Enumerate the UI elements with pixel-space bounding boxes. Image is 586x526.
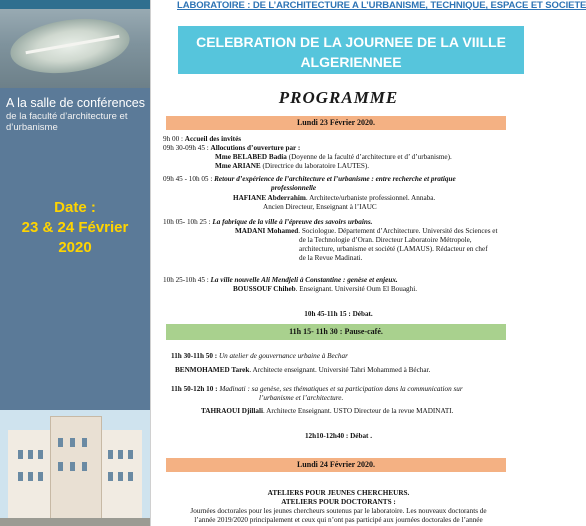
schedule-row bbox=[163, 135, 241, 144]
speaker-name: Mme ARIANE bbox=[215, 162, 261, 170]
photo-top-band bbox=[0, 0, 150, 9]
talk-title: Madinati : sa genèse, ses thématiques et sa participation dans la communication sur bbox=[219, 385, 463, 393]
window bbox=[38, 450, 43, 459]
speaker-row bbox=[201, 407, 453, 416]
window bbox=[18, 472, 23, 481]
speaker-role: (Doyenne de la faculté d’architecture et d’ d’urbanisme). bbox=[288, 153, 452, 161]
talk-title: Retour d’expérience de l’architecture et l’urbanisme : entre recherche et pratique bbox=[214, 175, 456, 183]
window bbox=[82, 462, 87, 471]
speaker-role: . Enseignant. Université Oum El Bouaghi. bbox=[295, 285, 418, 293]
speaker-role: . Architecte/urbaniste professionnel. Annaba. bbox=[305, 194, 436, 202]
speaker-name: BENMOHAMED Tarek bbox=[175, 366, 250, 374]
date-label: Date : bbox=[54, 199, 96, 216]
workshop-text: l’année 2019/2020 principalement et ceux qui n’ont pas participé aux journées doctorales de l’année bbox=[194, 516, 483, 524]
sidebar bbox=[0, 0, 150, 526]
talk-title-cont: l’urbanisme et l’architecture. bbox=[259, 394, 344, 402]
time: 09h 30-09h 45 : bbox=[163, 144, 209, 152]
time: 10h 25-10h 45 : bbox=[163, 276, 209, 284]
date-block bbox=[0, 198, 150, 258]
laboratory-heading: LABORATOIRE : DE L’ARCHITECTURE A L’URBANISME, TECHNIQUE, ESPACE ET SOCIETE bbox=[177, 0, 586, 11]
talk-row bbox=[163, 218, 372, 227]
venue-title: A la salle de conférences bbox=[6, 96, 145, 110]
window bbox=[58, 438, 63, 447]
window bbox=[58, 462, 63, 471]
window bbox=[38, 472, 43, 481]
window bbox=[108, 450, 113, 459]
pause-label: 11h 15- 11h 30 : Pause-café. bbox=[289, 327, 383, 336]
aerial-photo bbox=[0, 0, 150, 88]
building-photo bbox=[0, 410, 150, 526]
speaker-role: . Architecte Enseignant. USTO Directeur de la revue MADINATI. bbox=[262, 407, 454, 415]
talk-row bbox=[171, 385, 463, 394]
window bbox=[28, 450, 33, 459]
time: 09h 45 - 10h 05 : bbox=[163, 175, 213, 183]
speaker-role-cont: architecture, urbanisme et société (LAMAUS). Rédacteur en chef bbox=[299, 245, 488, 253]
speaker-role-cont: de la Technologie d’Oran. Directeur Laboratoire Métropole, bbox=[299, 236, 472, 244]
event-title-line2: ALGERIENNEE bbox=[300, 54, 402, 70]
window bbox=[118, 472, 123, 481]
speaker-row bbox=[233, 194, 435, 203]
building-ground bbox=[0, 518, 150, 526]
workshop-title: ATELIERS POUR JEUNES CHERCHEURS. bbox=[267, 489, 410, 497]
event-title-box bbox=[178, 26, 524, 74]
speaker-row bbox=[215, 162, 369, 171]
time: 11h 50-12h 10 : bbox=[171, 385, 218, 393]
day1-band bbox=[166, 116, 506, 130]
window bbox=[128, 450, 133, 459]
time: 10h 05- 10h 25 : bbox=[163, 218, 211, 226]
speaker-row bbox=[233, 285, 417, 294]
speaker-row bbox=[175, 366, 430, 375]
talk-row bbox=[171, 352, 348, 361]
speaker-name: Mme BELABED Badia bbox=[215, 153, 287, 161]
debate-slot: 12h10-12h40 : Débat . bbox=[304, 432, 373, 440]
debate-slot: 10h 45-11h 15 : Débat. bbox=[304, 310, 373, 318]
date-year: 2020 bbox=[58, 239, 92, 256]
talk-title: La ville nouvelle Ali Mendjeli à Constantine : genèse et enjeux. bbox=[210, 276, 398, 284]
talk-title-cont: professionnelle bbox=[271, 184, 317, 192]
window bbox=[70, 462, 75, 471]
speaker-name: BOUSSOUF Chiheb bbox=[233, 285, 296, 293]
schedule-row bbox=[163, 144, 300, 153]
day2-label: Lundi 24 Février 2020. bbox=[296, 460, 376, 469]
day1-label: Lundi 23 Février 2020. bbox=[296, 118, 376, 127]
window bbox=[70, 438, 75, 447]
speaker-role-cont: Ancien Directeur, Enseignant à l’IAUC bbox=[263, 203, 377, 211]
window bbox=[118, 450, 123, 459]
workshop-text: Journées doctorales pour les jeunes chercheurs soutenus par le laboratoire. Les nouveaux doctorants de bbox=[190, 507, 487, 515]
workshop-subtitle: ATELIERS POUR DOCTORANTS : bbox=[281, 498, 396, 506]
talk-row bbox=[163, 175, 456, 184]
activity: Allocutions d’ouverture par : bbox=[210, 144, 301, 152]
speaker-role: . Sociologue. Département d’Architecture. Université des Sciences et bbox=[298, 227, 498, 235]
pause-band bbox=[166, 324, 506, 340]
speaker-name: HAFIANE Abderrahim bbox=[233, 194, 306, 202]
talk-title: Un atelier de gouvernance urbaine à Bechar bbox=[218, 352, 348, 360]
window bbox=[82, 438, 87, 447]
programme-heading: PROGRAMME bbox=[278, 88, 399, 107]
time: 11h 30-11h 50 : bbox=[171, 352, 218, 360]
window bbox=[108, 472, 113, 481]
activity: Accueil des invités bbox=[184, 135, 242, 143]
window bbox=[28, 472, 33, 481]
window bbox=[18, 450, 23, 459]
day2-band bbox=[166, 458, 506, 472]
speaker-role-cont: de la Revue Madinati. bbox=[299, 254, 363, 262]
programme-column bbox=[151, 0, 586, 526]
window bbox=[128, 472, 133, 481]
speaker-role: . Architecte enseignant. Université Tahri Mohammed à Béchar. bbox=[249, 366, 431, 374]
date-days: 23 & 24 Février bbox=[21, 219, 129, 236]
speaker-row bbox=[235, 227, 497, 236]
speaker-name: MADANI Mohamed bbox=[235, 227, 299, 235]
speaker-name: TAHRAOUI Djillali bbox=[201, 407, 263, 415]
event-title-line1: CELEBRATION DE LA JOURNEE DE LA VIILLE bbox=[196, 34, 506, 50]
speaker-role: (Directrice du laboratoire LAUTES). bbox=[262, 162, 370, 170]
venue-subtitle: de la faculté d’architecture et d’urbanisme bbox=[6, 111, 128, 133]
talk-title: La fabrique de la ville à l’épreuve des savoirs urbains. bbox=[212, 218, 373, 226]
time: 9h 00 : bbox=[163, 135, 183, 143]
talk-row bbox=[163, 276, 398, 285]
speaker-row bbox=[215, 153, 452, 162]
